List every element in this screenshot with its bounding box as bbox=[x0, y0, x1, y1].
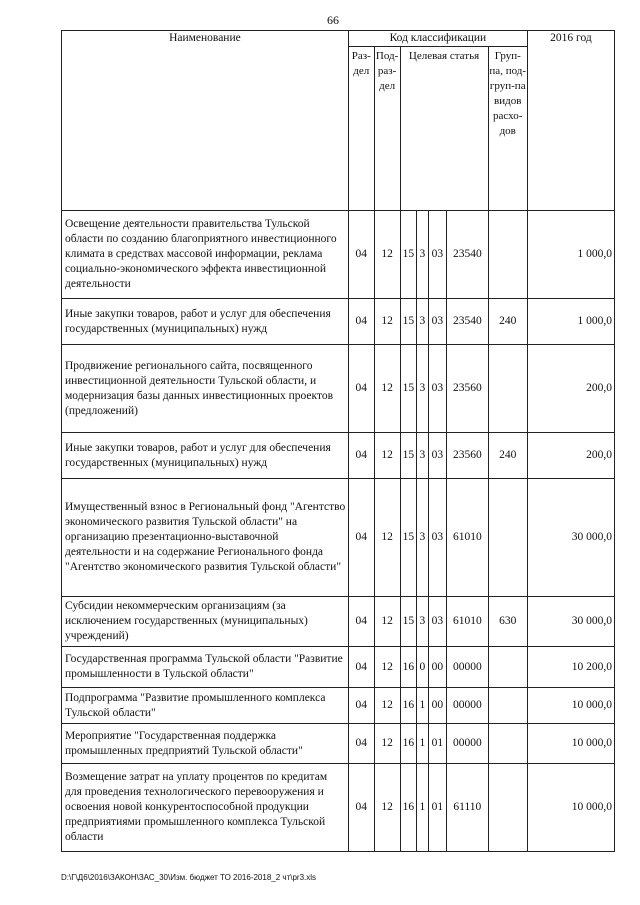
row-name: Иные закупки товаров, работ и услуг для обеспечения государственных (муниципальных) нужд bbox=[62, 433, 349, 479]
row-target-event: 00 bbox=[428, 647, 447, 688]
row-target-direction: 23540 bbox=[447, 211, 488, 299]
row-podrazdel: 12 bbox=[374, 647, 400, 688]
row-name: Подпрограмма "Развитие промышленного комплекса Тульской области" bbox=[62, 688, 349, 724]
row-name: Продвижение регионального сайта, посвященного инвестиционной деятельности Тульской области, и модернизация базы данных инвестиционных проектов (предложений) bbox=[62, 345, 349, 433]
row-razdel: 04 bbox=[348, 479, 374, 597]
row-target-program: 15 bbox=[400, 211, 417, 299]
row-amount: 200,0 bbox=[527, 345, 614, 433]
row-target-subprogram: 3 bbox=[417, 479, 428, 597]
row-expense-group bbox=[488, 647, 527, 688]
row-target-program: 16 bbox=[400, 764, 417, 852]
row-name: Освещение деятельности правительства Тульской области по созданию благоприятного инвестиционного климата в средствах массовой информации, реклама социально-экономического эффекта инвестиционной деятельности bbox=[62, 211, 349, 299]
budget-table bbox=[61, 30, 615, 852]
row-razdel: 04 bbox=[348, 688, 374, 724]
row-name: Имущественный взнос в Региональный фонд "Агентство экономического развития Тульской области" на организацию презентационно-выставочной деятельности и на содержание Регионального фонда "Агентство экономического развития Тульской области" bbox=[62, 479, 349, 597]
row-target-event: 03 bbox=[428, 299, 447, 345]
row-target-event: 01 bbox=[428, 724, 447, 764]
row-amount: 10 000,0 bbox=[527, 688, 614, 724]
row-expense-group bbox=[488, 479, 527, 597]
row-target-subprogram: 3 bbox=[417, 211, 428, 299]
row-amount: 10 000,0 bbox=[527, 764, 614, 852]
row-name: Возмещение затрат на уплату процентов по кредитам для проведения технологического перевооружения и освоения новой конкурентоспособной продукции предприятиями промышленного комплекса Тульской области bbox=[62, 764, 349, 852]
row-target-subprogram: 3 bbox=[417, 345, 428, 433]
row-target-direction: 00000 bbox=[447, 724, 488, 764]
row-amount: 10 000,0 bbox=[527, 724, 614, 764]
row-razdel: 04 bbox=[348, 764, 374, 852]
row-target-direction: 61110 bbox=[447, 764, 488, 852]
row-target-direction: 61010 bbox=[447, 597, 488, 647]
row-target-program: 16 bbox=[400, 724, 417, 764]
row-expense-group: 240 bbox=[488, 433, 527, 479]
row-expense-group: 630 bbox=[488, 597, 527, 647]
row-target-program: 15 bbox=[400, 345, 417, 433]
row-target-program: 16 bbox=[400, 647, 417, 688]
row-target-direction: 00000 bbox=[447, 688, 488, 724]
row-name: Мероприятие "Государственная поддержка промышленных предприятий Тульской области" bbox=[62, 724, 349, 764]
file-path-footer: D:\Г\Д6\2016\ЗАКОН\ЗАС_30\Изм. бюджет ТО 2016-2018_2 чт\pr3.xls bbox=[61, 873, 317, 882]
row-amount: 1 000,0 bbox=[527, 211, 614, 299]
row-target-subprogram: 1 bbox=[417, 724, 428, 764]
row-target-subprogram: 0 bbox=[417, 647, 428, 688]
page-number: 66 bbox=[327, 13, 339, 27]
row-expense-group bbox=[488, 688, 527, 724]
row-name: Субсидии некоммерческим организациям (за исключением государственных (муниципальных) учреждений) bbox=[62, 597, 349, 647]
row-podrazdel: 12 bbox=[374, 688, 400, 724]
row-razdel: 04 bbox=[348, 299, 374, 345]
row-amount: 1 000,0 bbox=[527, 299, 614, 345]
header-gruppa: Груп-па, под-груп-па видов расхо-дов bbox=[488, 47, 527, 211]
row-podrazdel: 12 bbox=[374, 433, 400, 479]
row-target-subprogram: 3 bbox=[417, 433, 428, 479]
table-row bbox=[62, 597, 615, 647]
row-podrazdel: 12 bbox=[374, 597, 400, 647]
row-razdel: 04 bbox=[348, 433, 374, 479]
row-target-program: 16 bbox=[400, 688, 417, 724]
row-podrazdel: 12 bbox=[374, 345, 400, 433]
row-razdel: 04 bbox=[348, 345, 374, 433]
table-row bbox=[62, 724, 615, 764]
row-expense-group bbox=[488, 345, 527, 433]
row-expense-group: 240 bbox=[488, 299, 527, 345]
row-target-direction: 61010 bbox=[447, 479, 488, 597]
row-target-program: 15 bbox=[400, 479, 417, 597]
header-code: Код классификации bbox=[348, 31, 527, 47]
header-name: Наименование bbox=[62, 31, 349, 211]
header-razdel: Раз-дел bbox=[348, 47, 374, 211]
row-target-event: 03 bbox=[428, 597, 447, 647]
table-row bbox=[62, 345, 615, 433]
row-expense-group bbox=[488, 764, 527, 852]
row-podrazdel: 12 bbox=[374, 724, 400, 764]
row-podrazdel: 12 bbox=[374, 764, 400, 852]
row-name: Иные закупки товаров, работ и услуг для обеспечения государственных (муниципальных) нужд bbox=[62, 299, 349, 345]
row-razdel: 04 bbox=[348, 647, 374, 688]
row-podrazdel: 12 bbox=[374, 299, 400, 345]
header-celevaya: Целевая статья bbox=[400, 47, 488, 211]
table-row bbox=[62, 211, 615, 299]
row-target-direction: 23560 bbox=[447, 345, 488, 433]
header-year: 2016 год bbox=[527, 31, 614, 211]
row-target-subprogram: 3 bbox=[417, 597, 428, 647]
row-target-direction: 00000 bbox=[447, 647, 488, 688]
row-name: Государственная программа Тульской области "Развитие промышленности в Тульской области" bbox=[62, 647, 349, 688]
row-razdel: 04 bbox=[348, 211, 374, 299]
row-podrazdel: 12 bbox=[374, 479, 400, 597]
row-target-program: 15 bbox=[400, 433, 417, 479]
row-podrazdel: 12 bbox=[374, 211, 400, 299]
row-target-program: 15 bbox=[400, 299, 417, 345]
row-target-direction: 23560 bbox=[447, 433, 488, 479]
row-target-event: 03 bbox=[428, 433, 447, 479]
table-row bbox=[62, 299, 615, 345]
table-body bbox=[62, 211, 615, 852]
row-razdel: 04 bbox=[348, 597, 374, 647]
row-target-event: 03 bbox=[428, 479, 447, 597]
table-row bbox=[62, 647, 615, 688]
row-target-subprogram: 3 bbox=[417, 299, 428, 345]
header-podrazdel: Под-раз-дел bbox=[374, 47, 400, 211]
row-target-program: 15 bbox=[400, 597, 417, 647]
row-target-event: 01 bbox=[428, 764, 447, 852]
row-target-direction: 23540 bbox=[447, 299, 488, 345]
row-razdel: 04 bbox=[348, 724, 374, 764]
row-target-event: 03 bbox=[428, 211, 447, 299]
row-expense-group bbox=[488, 211, 527, 299]
table-row bbox=[62, 688, 615, 724]
row-amount: 200,0 bbox=[527, 433, 614, 479]
table-row bbox=[62, 764, 615, 852]
row-expense-group bbox=[488, 724, 527, 764]
row-amount: 10 200,0 bbox=[527, 647, 614, 688]
row-target-event: 00 bbox=[428, 688, 447, 724]
row-amount: 30 000,0 bbox=[527, 479, 614, 597]
table-row bbox=[62, 479, 615, 597]
row-target-subprogram: 1 bbox=[417, 688, 428, 724]
table-row bbox=[62, 433, 615, 479]
row-target-event: 03 bbox=[428, 345, 447, 433]
row-amount: 30 000,0 bbox=[527, 597, 614, 647]
row-target-subprogram: 1 bbox=[417, 764, 428, 852]
